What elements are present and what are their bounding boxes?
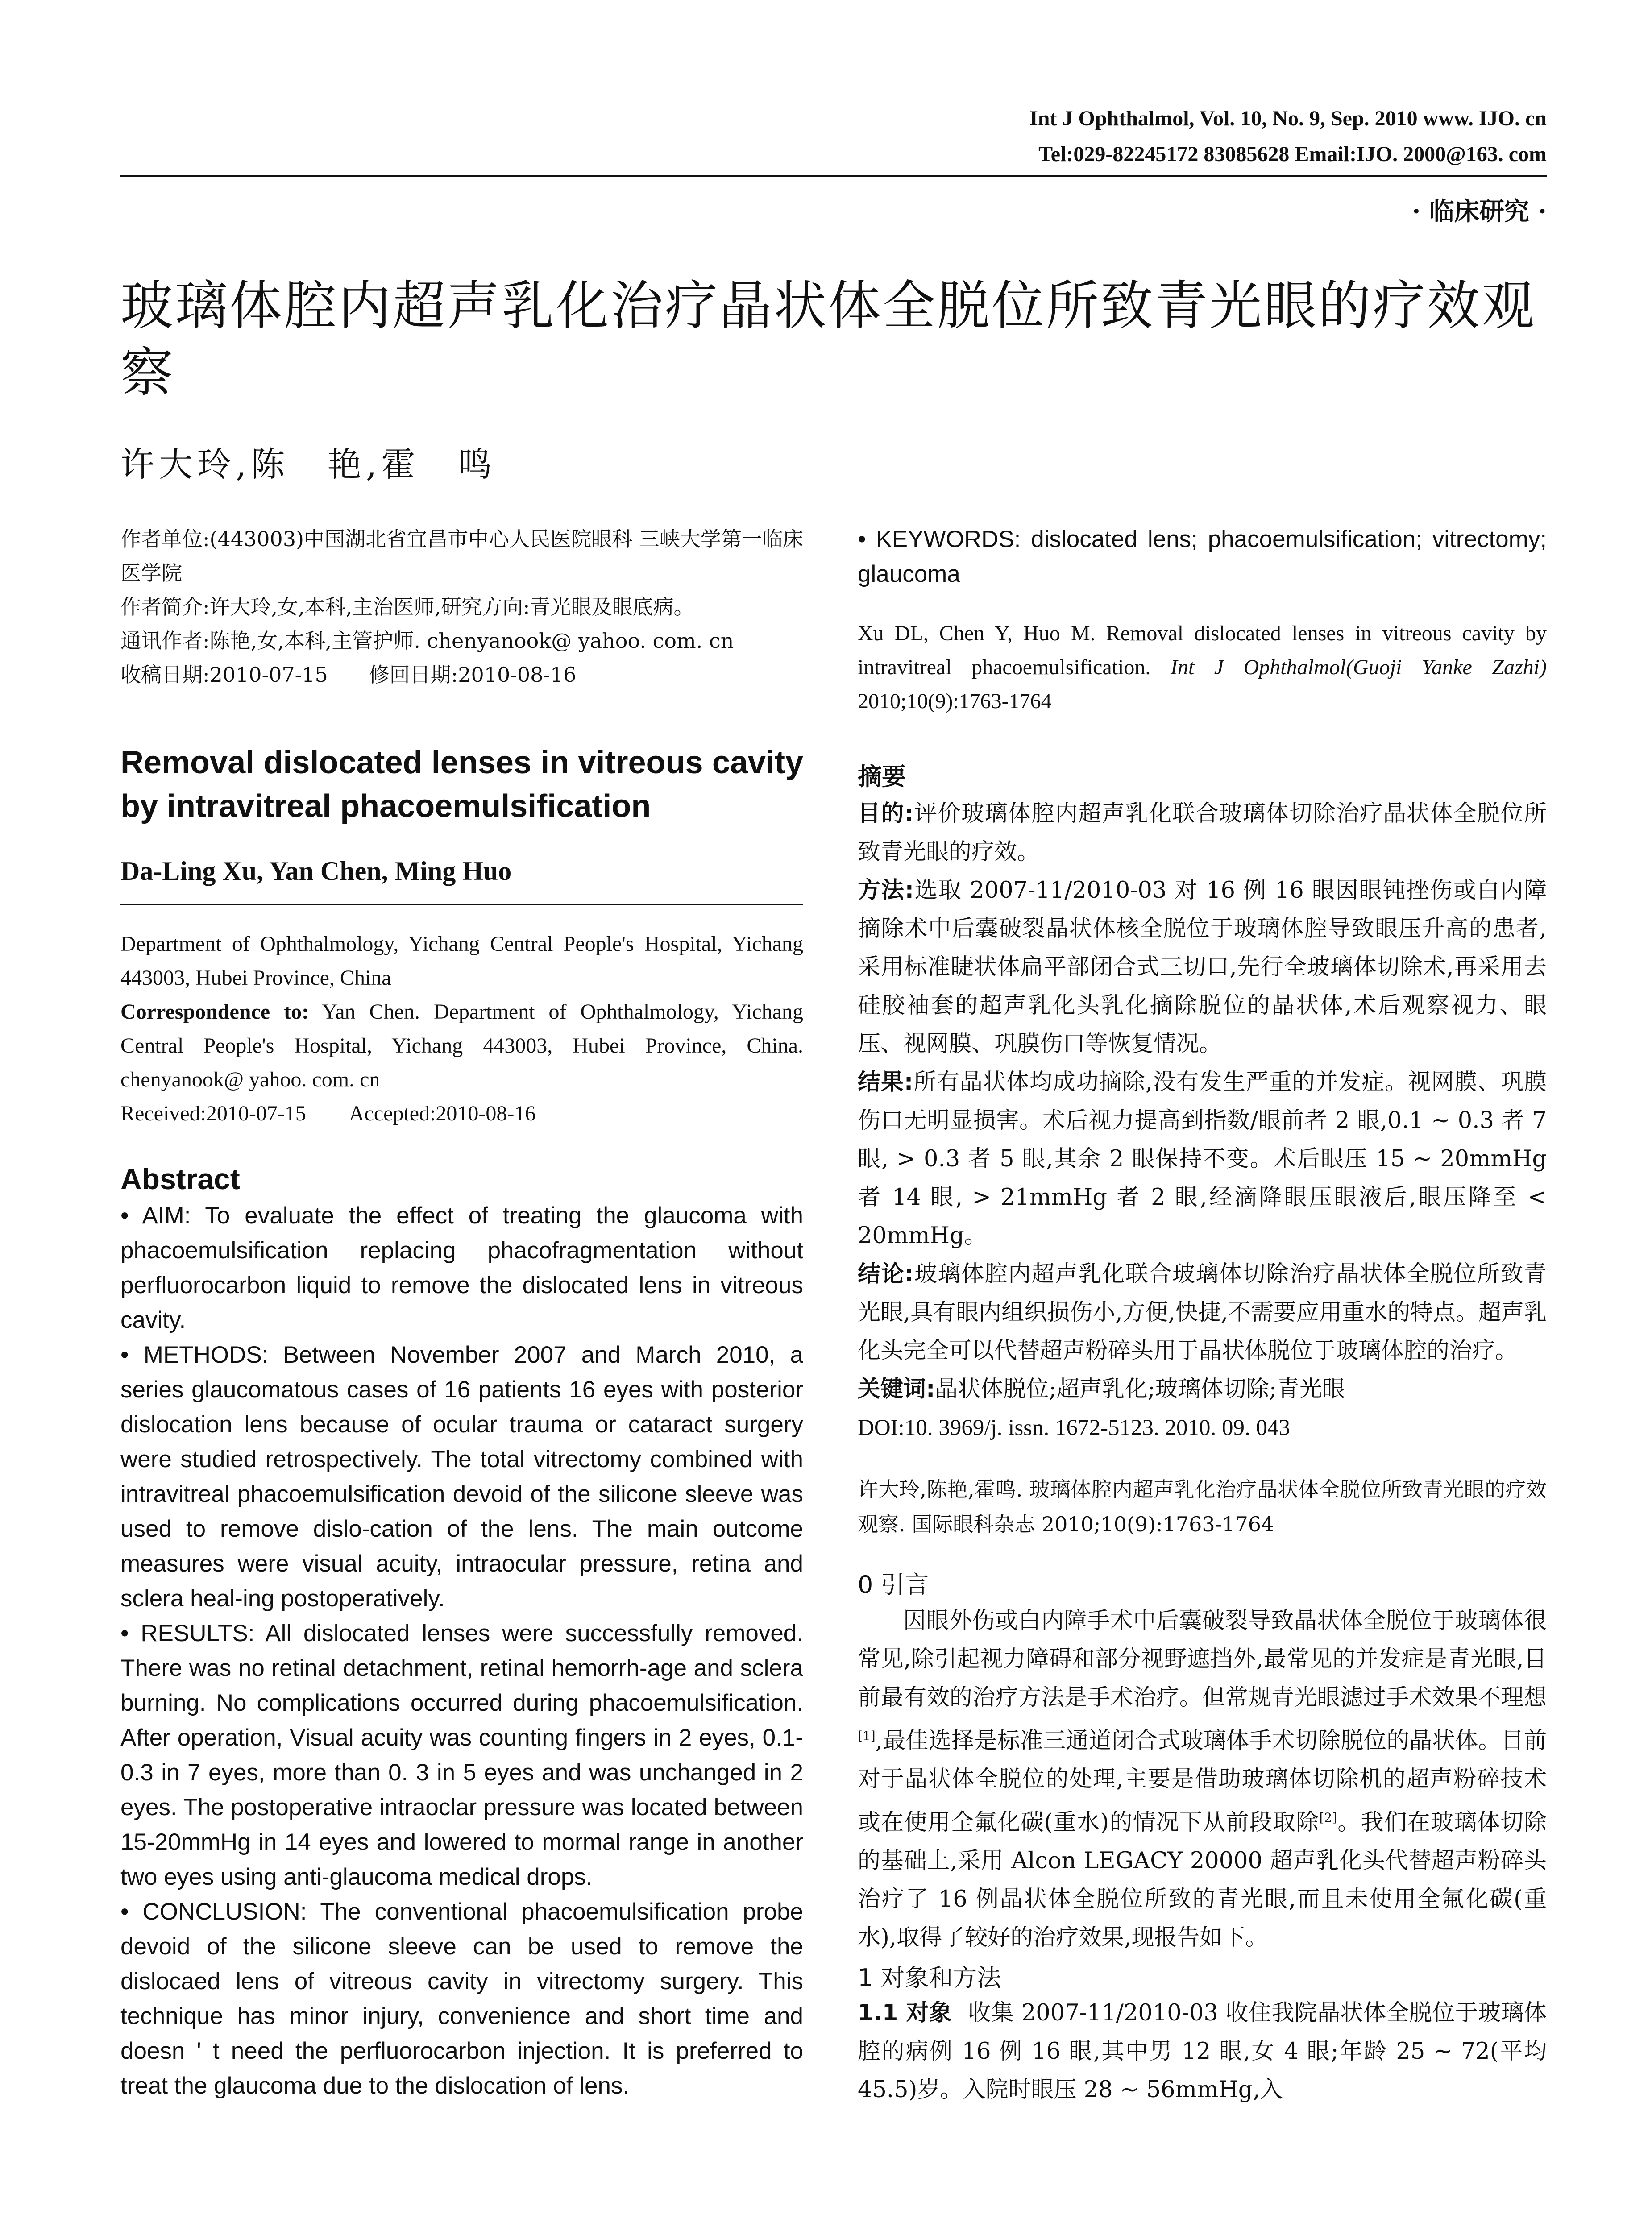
- correspondence-en: [120, 995, 803, 1097]
- header-rule: [120, 175, 1547, 177]
- abstract-cn-methods: [858, 871, 1547, 1063]
- section11-text: 收集 2007-11/2010-03 收住我院晶状体全脱位于玻璃体腔的病例 16 例 16 眼,其中男 12 眼,女 4 眼;年龄 25 ~ 72(平均 45.5)岁。入院时眼压 28 ~ 56mmHg,入: [858, 2000, 1547, 2103]
- ref-1: [1]: [858, 1729, 876, 1743]
- title-cn: 玻璃体腔内超声乳化治疗晶状体全脱位所致青光眼的疗效观察: [120, 275, 1536, 403]
- citation-en-journal: Int J Ophthalmol(Guoji Yanke Zazhi): [1170, 655, 1547, 679]
- right-column: [858, 522, 1547, 2109]
- correspondence-label: Correspondence to:: [120, 1000, 309, 1024]
- intro-text-2: ,最佳选择是标准三通道闭合式玻璃体手术切除脱位的晶状体。目前对于晶状体全脱位的处理,主要是借助玻璃体切除机的超声粉碎技术或在使用全氟化碳(重水)的情况下从前段取除: [858, 1728, 1547, 1836]
- department-en: Department of Ophthalmology, Yichang Central People's Hospital, Yichang 443003, Hubei Province, China: [120, 932, 803, 990]
- keywords-cn-text: 晶状体脱位;超声乳化;玻璃体切除;青光眼: [935, 1376, 1345, 1402]
- abstract-heading: Abstract: [120, 1162, 240, 1195]
- citation-en-main: Xu DL, Chen Y, Huo M. Removal dislocated lenses in vitreous cavity by intravitreal phacoemulsification.: [858, 622, 1547, 679]
- methods-label: 方法:: [858, 877, 914, 904]
- abstract-cn-heading: 摘要: [858, 763, 906, 791]
- ref-2: [2]: [1319, 1810, 1337, 1825]
- title-en: Removal dislocated lenses in vitreous cavity by intravitreal phacoemulsification: [120, 745, 803, 824]
- journal-header: Int J Ophthalmol, Vol. 10, No. 9, Sep. 2010 www. IJO. cn: [1029, 107, 1547, 130]
- section11-label: 1.1 对象: [858, 2000, 952, 2026]
- section1-heading: 1 对象和方法: [858, 1964, 1001, 1992]
- received-en: Received:2010-07-15 Accepted:2010-08-16: [120, 1102, 536, 1125]
- section11-paragraph: [858, 1994, 1547, 2109]
- results-label: 结果:: [858, 1069, 913, 1095]
- citation-cn: 许大玲,陈艳,霍鸣. 玻璃体腔内超声乳化治疗晶状体全脱位所致青光眼的疗效观察. 国际眼科杂志 2010;10(9):1763-1764: [858, 1477, 1547, 1536]
- abstract-conclusion: • CONCLUSION: The conventional phacoemulsification probe devoid of the silicone sleeve can be used to remove the dislocaed lens of vitreous cavity in vitrectomy surgery. This technique has minor injury, convenience and short time and doesn ' t need the perfluorocarbon injection. It is preferred to treat the glaucoma due to the dislocation of lens.: [120, 1899, 803, 2099]
- conclusion-text: 玻璃体腔内超声乳化联合玻璃体切除治疗晶状体全脱位所致青光眼,具有眼内组织损伤小,方便,快捷,不需要应用重水的特点。超声乳化头完全可以代替超声粉碎头用于晶状体脱位于玻璃体腔的治疗。: [858, 1261, 1547, 1364]
- citation-en: [858, 617, 1547, 718]
- abstract-cn-conclusion: [858, 1255, 1547, 1370]
- affiliation: 作者单位:(443003)中国湖北省宜昌市中心人民医院眼科 三峡大学第一临床医学院: [120, 527, 803, 585]
- authors-rule: [120, 904, 803, 905]
- results-text: 所有晶状体均成功摘除,没有发生严重的并发症。视网膜、巩膜伤口无明显损害。术后视力提高到指数/眼前者 2 眼,0.1 ~ 0.3 者 7 眼, > 0.3 者 5 眼,其余 2 眼保持不变。术后眼压 15 ~ 20mmHg 者 14 眼, > 21mmHg 者 2 眼,经滴降眼压眼液后,眼压降至 < 20mmHg。: [858, 1069, 1547, 1249]
- abstract-cn-results: [858, 1063, 1547, 1255]
- affiliation-en: [120, 927, 803, 1131]
- corresponding-author: 通讯作者:陈艳,女,本科,主管护师. chenyanook@ yahoo. com. cn: [120, 629, 734, 653]
- contact-header: Tel:029-82245172 83085628 Email:IJO. 2000@163. com: [1038, 142, 1547, 166]
- keywords-cn: [858, 1370, 1547, 1409]
- doi: DOI:10. 3969/j. issn. 1672-5123. 2010. 09. 043: [858, 1415, 1290, 1440]
- keywords-cn-label: 关键词:: [858, 1376, 935, 1402]
- abstract-cn-objective: [858, 795, 1547, 871]
- intro-text-1: 因眼外伤或白内障手术中后囊破裂导致晶状体全脱位于玻璃体很常见,除引起视力障碍和部分视野遮挡外,最常见的并发症是青光眼,目前最有效的治疗方法是手术治疗。但常规青光眼滤过手术效果不理想: [858, 1608, 1547, 1711]
- correspondence-text: Yan Chen. Department of Ophthalmology, Yichang Central People's Hospital, Yichang 443003, Hubei Province, China. chenyanook@ yahoo. com. cn: [120, 1000, 803, 1091]
- section-tag: · 临床研究 ·: [1412, 197, 1547, 226]
- authors-en: Da-Ling Xu, Yan Chen, Ming Huo: [120, 856, 512, 886]
- received-dates: 收稿日期:2010-07-15 修回日期:2010-08-16: [120, 663, 577, 687]
- intro-heading: 0 引言: [858, 1571, 929, 1599]
- conclusion-label: 结论:: [858, 1261, 914, 1287]
- abstract-en: [120, 1198, 803, 2103]
- keywords-en: • KEYWORDS: dislocated lens; phacoemulsification; vitrectomy; glaucoma: [858, 526, 1547, 587]
- objective-text: 评价玻璃体腔内超声乳化联合玻璃体切除治疗晶状体全脱位所致青光眼的疗效。: [858, 800, 1547, 865]
- author-info: [120, 522, 803, 692]
- methods-text: 选取 2007-11/2010-03 对 16 例 16 眼因眼钝挫伤或白内障摘除术中后囊破裂晶状体核全脱位于玻璃体腔导致眼压升高的患者,采用标准睫状体扁平部闭合式三切口,先行全玻璃体切除术,再采用去硅胶袖套的超声乳化头乳化摘除脱位的晶状体,术后观察视力、眼压、视网膜、巩膜伤口等恢复情况。: [858, 877, 1547, 1057]
- intro-paragraph: [858, 1602, 1547, 1957]
- authors-cn: 许大玲,陈 艳,霍 鸣: [120, 444, 497, 484]
- intro-text-3: 。我们在玻璃体切除的基础上,采用 Alcon LEGACY 20000 超声乳化头代替超声粉碎头治疗了 16 例晶状体全脱位所致的青光眼,而且未使用全氟化碳(重水),取得了较好的治疗效果,现报告如下。: [858, 1809, 1547, 1951]
- abstract-methods: • METHODS: Between November 2007 and March 2010, a series glaucomatous cases of 16 patients 16 eyes with posterior dislocation lens because of ocular trauma or cataract surgery were studied retrospectively. The total vitrectomy combined with intravitreal phacoemulsification devoid of the silicone sleeve was used to remove dislo-cation of the lens. The main outcome measures were visual acuity, intraocular pressure, retina and sclera heal-ing postoperatively.: [120, 1342, 803, 1612]
- left-column: [120, 522, 803, 2103]
- citation-en-tail: 2010;10(9):1763-1764: [858, 689, 1052, 713]
- objective-label: 目的:: [858, 800, 914, 827]
- abstract-cn: [858, 795, 1547, 1447]
- author-bio: 作者简介:许大玲,女,本科,主治医师,研究方向:青光眼及眼底病。: [120, 595, 694, 619]
- abstract-aim: • AIM: To evaluate the effect of treating the glaucoma with phacoemulsification replacing phacofragmentation without perfluorocarbon liquid to remove the dislocated lens in vitreous cavity.: [120, 1203, 803, 1333]
- abstract-results: • RESULTS: All dislocated lenses were successfully removed. There was no retinal detachment, retinal hemorrh-age and sclera burning. No complications occurred during phacoemulsification. After operation, Visual acuity was counting fingers in 2 eyes, 0.1-0.3 in 7 eyes, more than 0. 3 in 5 eyes and was unchanged in 2 eyes. The postoperative intraoclar pressure was located between 15-20mmHg in 14 eyes and lowered to mormal range in another two eyes using anti-glaucoma medical drops.: [120, 1620, 803, 1890]
